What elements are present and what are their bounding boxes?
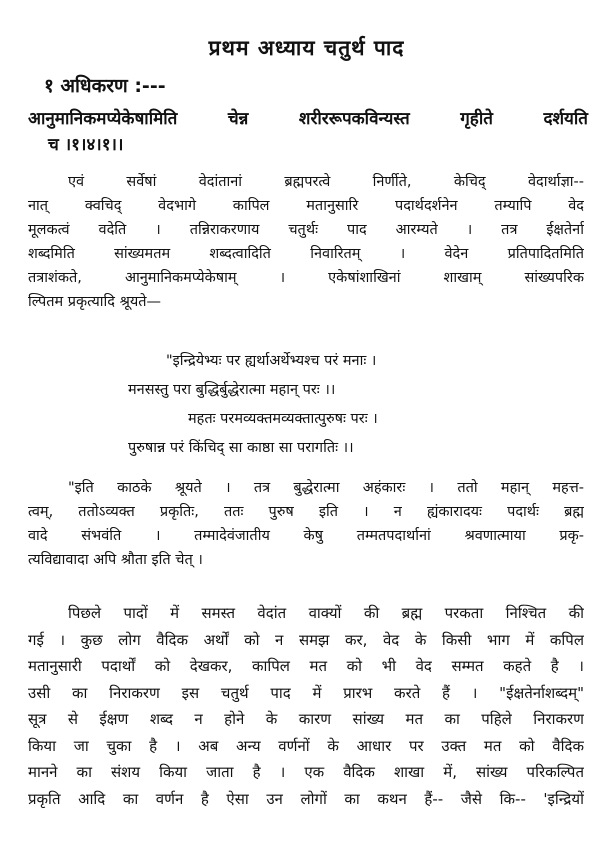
text-line: पिछले पादों में समस्त वेदांत वाक्यों की ब्रह्म परकता निश्चित की <box>68 604 584 622</box>
text-line: गई । कुछ लोग वैदिक अर्थों को न समझ कर, वेद के किसी भाग में कपिल <box>28 630 584 649</box>
verse-line: "इन्द्रियेभ्यः पर ह्यर्थाअर्थेभ्यश्च परं मनाः । <box>166 353 377 369</box>
text-line: नात् क्वचिद् वेदभागे कापिल मतानुसारि पदार्थदर्शनेन तम्यापि वेद <box>28 198 584 214</box>
text-line: ल्पितम प्रकृत्यादि श्रूयते— <box>28 294 162 310</box>
text-line: एवं सर्वेषां वेदांतानां ब्रह्मपरत्वे निर्णीते, केचिद् वेदार्थाज्ञा-- <box>68 174 584 190</box>
text-line: "इति काठके श्रूयते । तत्र बुद्धेरात्मा अहंकारः । ततो महान् महत्त- <box>68 480 584 496</box>
text-line: उसी का निराकरण इस चतुर्थ पाद में प्रारभ करते हैं । "ईक्षतेर्नाशब्दम्" <box>28 683 584 702</box>
text-line: मानने का संशय किया जाता है । एक वैदिक शाखा में, सांख्य परिकल्पित <box>28 763 584 781</box>
chapter-heading: प्रथम अध्याय चतुर्थ पाद <box>208 36 405 60</box>
text-line: सूत्र से ईक्षण शब्द न होने के कारण सांख्य मत का पहिले निराकरण <box>28 710 584 728</box>
text-line: प्रकृति आदि का वर्णन है ऐसा उन लोगों का कथन हैं-- जैसे कि-- 'इन्द्रियों <box>28 789 584 808</box>
sutra-line-2: च ।१।४।१।। <box>48 135 124 155</box>
hindi-paragraph <box>28 600 584 812</box>
sutra-block <box>28 106 588 158</box>
verse-line: पुरुषान्न परं किंचिद् सा काष्ठा सा परागतिः ।। <box>128 440 354 456</box>
verse-line: महतः परमव्यक्तमव्यक्तात्पुरुषः परः । <box>188 411 378 427</box>
text-line: शब्दमिति सांख्यमतम शब्दत्वादिति निवारितम् । वेदेन प्रतिपादितमिति <box>28 246 584 262</box>
text-line: मूलकत्वं वदेति । तन्निराकरणाय चतुर्थः पाद आरम्यते । तत्र ईक्षतेर्ना <box>28 222 584 238</box>
text-line: तत्राशंकते, आनुमानिकमप्येकेषाम् । एकेषांशाखिनां शाखाम् सांख्यपरिक <box>28 270 584 286</box>
commentary-sanskrit <box>28 170 584 314</box>
text-line: वादे संभवंति । तम्मादेवंजातीय केषु तम्मतपदार्थानां श्रवणात्माया प्रकृ- <box>28 528 584 544</box>
text-line: मतानुसारी पदार्थों को देखकर, कापिल मत को भी वेद सम्मत कहते है । <box>28 657 584 675</box>
commentary-sanskrit-2 <box>28 476 584 572</box>
text-line: त्यविद्यावादा अपि श्रौता इति चेत् । <box>28 552 203 568</box>
verse-line: मनसस्तु परा बुद्धिर्बुद्धेरात्मा महान् परः ।। <box>128 382 336 398</box>
sutra-line-1: आनुमानिकमप्येकेषामिति चेन्न शरीररूपकविन्यस्त गृहीते दर्शयति <box>28 109 588 129</box>
text-line: त्वम्, ततोऽव्यक्त प्रकृतिः, ततः पुरुष इति । न ह्यंकारादयः पदार्थः ब्रह्म <box>28 504 584 520</box>
text-line: किया जा चुका है । अब अन्य वर्णनों के आधार पर उक्त मत को वैदिक <box>28 736 584 755</box>
section-label: १ अधिकरण :--- <box>44 75 166 97</box>
